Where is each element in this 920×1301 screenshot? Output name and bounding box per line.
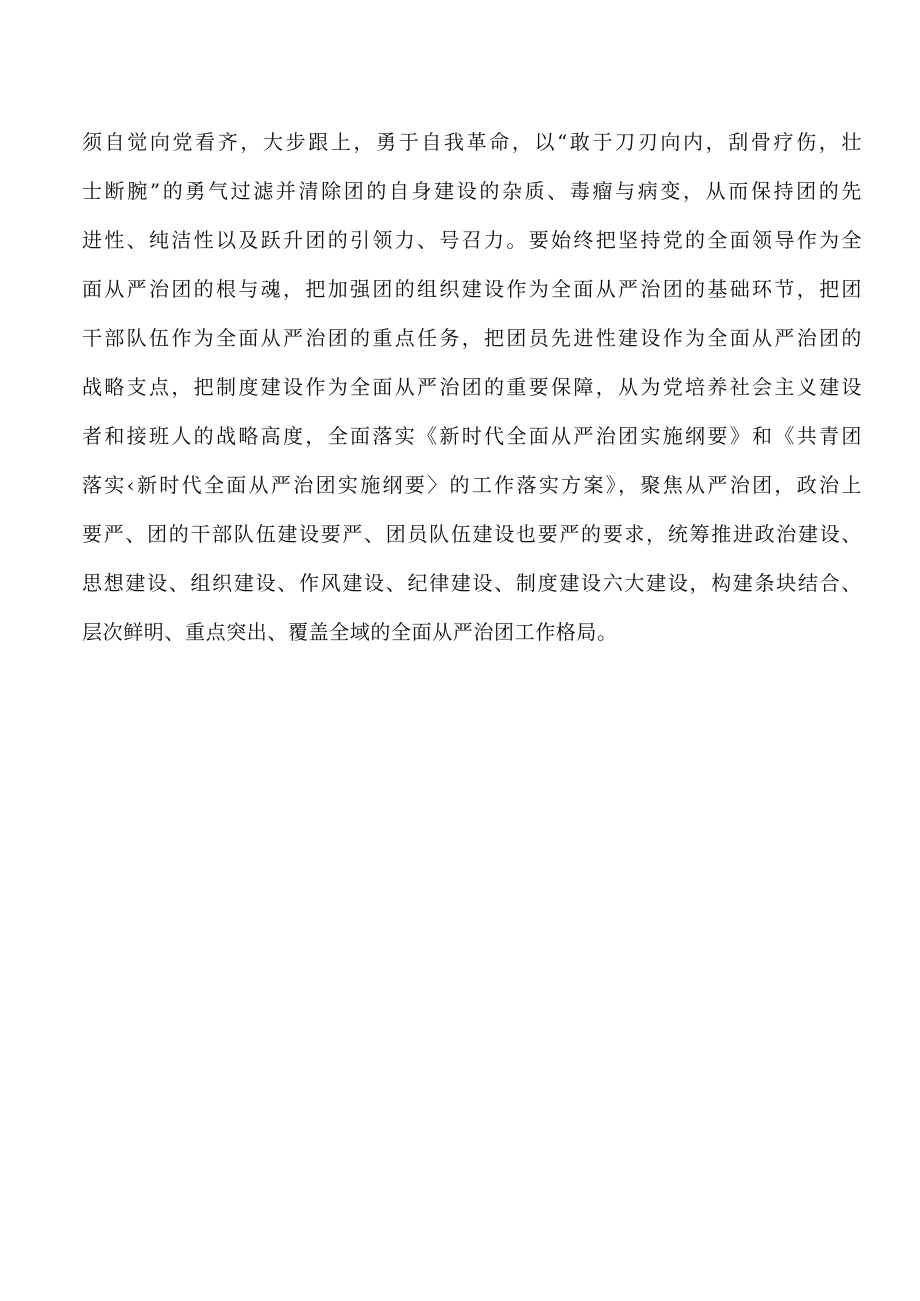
paragraph-line-last: 层次鲜明、重点突出、覆盖全域的全面从严治团工作格局。: [82, 620, 618, 644]
paragraph-line: 干部队伍作为全面从严治团的重点任务，把团员先进性建设作为全面从严治团的: [82, 326, 862, 350]
paragraph-line: 士断腕”的勇气过滤并清除团的自身建设的杂质、毒瘤与病变，从而保持团的先: [82, 179, 862, 203]
paragraph-line: 战略支点，把制度建设作为全面从严治团的重要保障，从为党培养社会主义建设: [82, 375, 862, 399]
body-paragraph: [82, 122, 862, 661]
paragraph-line: 进性、纯洁性以及跃升团的引领力、号召力。要始终把坚持党的全面领导作为全: [82, 228, 862, 252]
paragraph-line: 要严、团的干部队伍建设要严、团员队伍建设也要严的要求，统筹推进政治建设、: [82, 522, 862, 546]
paragraph-line: 须自觉向党看齐，大步跟上，勇于自我革命，以“敢于刀刃向内，刮骨疗伤，壮: [82, 130, 862, 154]
paragraph-line: 落实‹新时代全面从严治团实施纲要〉的工作落实方案》，聚焦从严治团，政治上: [82, 473, 862, 497]
paragraph-line: 者和接班人的战略高度，全面落实《新时代全面从严治团实施纲要》和《共青团: [82, 424, 862, 448]
paragraph-line: 思想建设、组织建设、作风建设、纪律建设、制度建设六大建设，构建条块结合、: [82, 571, 862, 595]
paragraph-line: 面从严治团的根与魂，把加强团的组织建设作为全面从严治团的基础环节，把团: [82, 277, 862, 301]
